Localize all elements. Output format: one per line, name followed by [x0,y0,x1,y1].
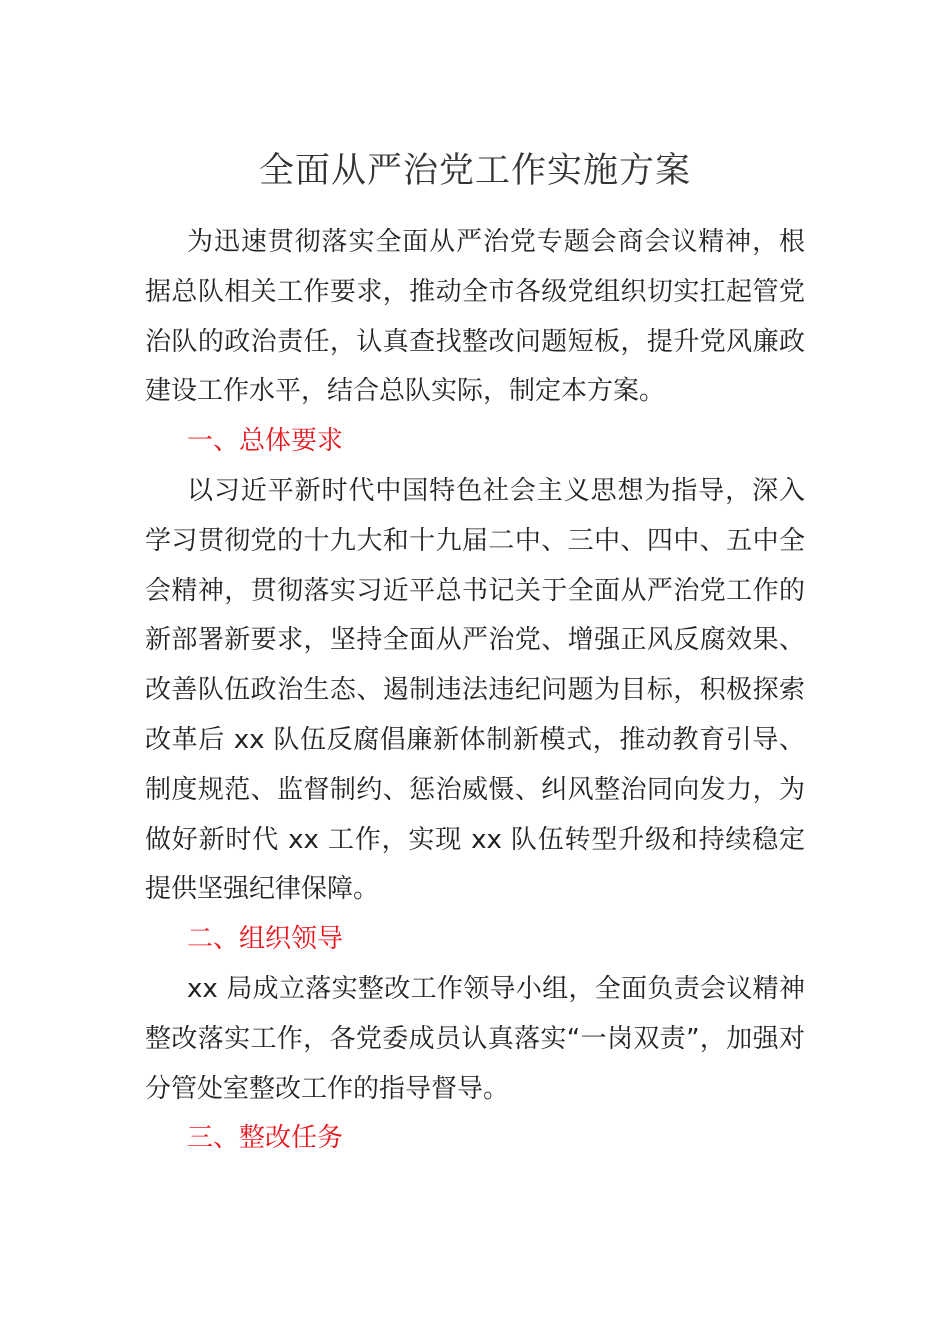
section-heading-organization-leadership: 二、组织领导 [187,924,344,955]
intro-paragraph: 为迅速贯彻落实全面从严治党专题会商会议精神，根据总队相关工作要求，推动全市各级党组织切实扛起管党治队的政治责任，认真查找整改问题短板，提升党风廉政建设工作水平，结合总队实际，制定本方案。 [145,227,805,407]
section-body-organization-leadership: xx 局成立落实整改工作领导小组，全面负责会议精神整改落实工作，各党委成员认真落实“一岗双责”，加强对分管处室整改工作的指导督导。 [145,973,805,1104]
section-heading-general-requirements: 一、总体要求 [187,426,344,457]
section-body-general-requirements: 以习近平新时代中国特色社会主义思想为指导，深入学习贯彻党的十九大和十九届二中、三中、四中、五中全会精神，贯彻落实习近平总书记关于全面从严治党工作的新部署新要求，坚持全面从严治党、增强正风反腐效果、改善队伍政治生态、遏制违法违纪问题为目标，积极探索改革后 xx 队伍反腐倡廉新体制新模式，推动教育引导、制度规范、监督制约、惩治威慑、纠风整治同向发力，为做好新时代 xx 工作，实现 xx 队伍转型升级和持续稳定提供坚强纪律保障。 [145,475,805,905]
document-body [145,218,805,1164]
section-heading-rectification-tasks: 三、整改任务 [187,1123,344,1154]
document-title: 全面从严治党工作实施方案 [258,151,691,191]
